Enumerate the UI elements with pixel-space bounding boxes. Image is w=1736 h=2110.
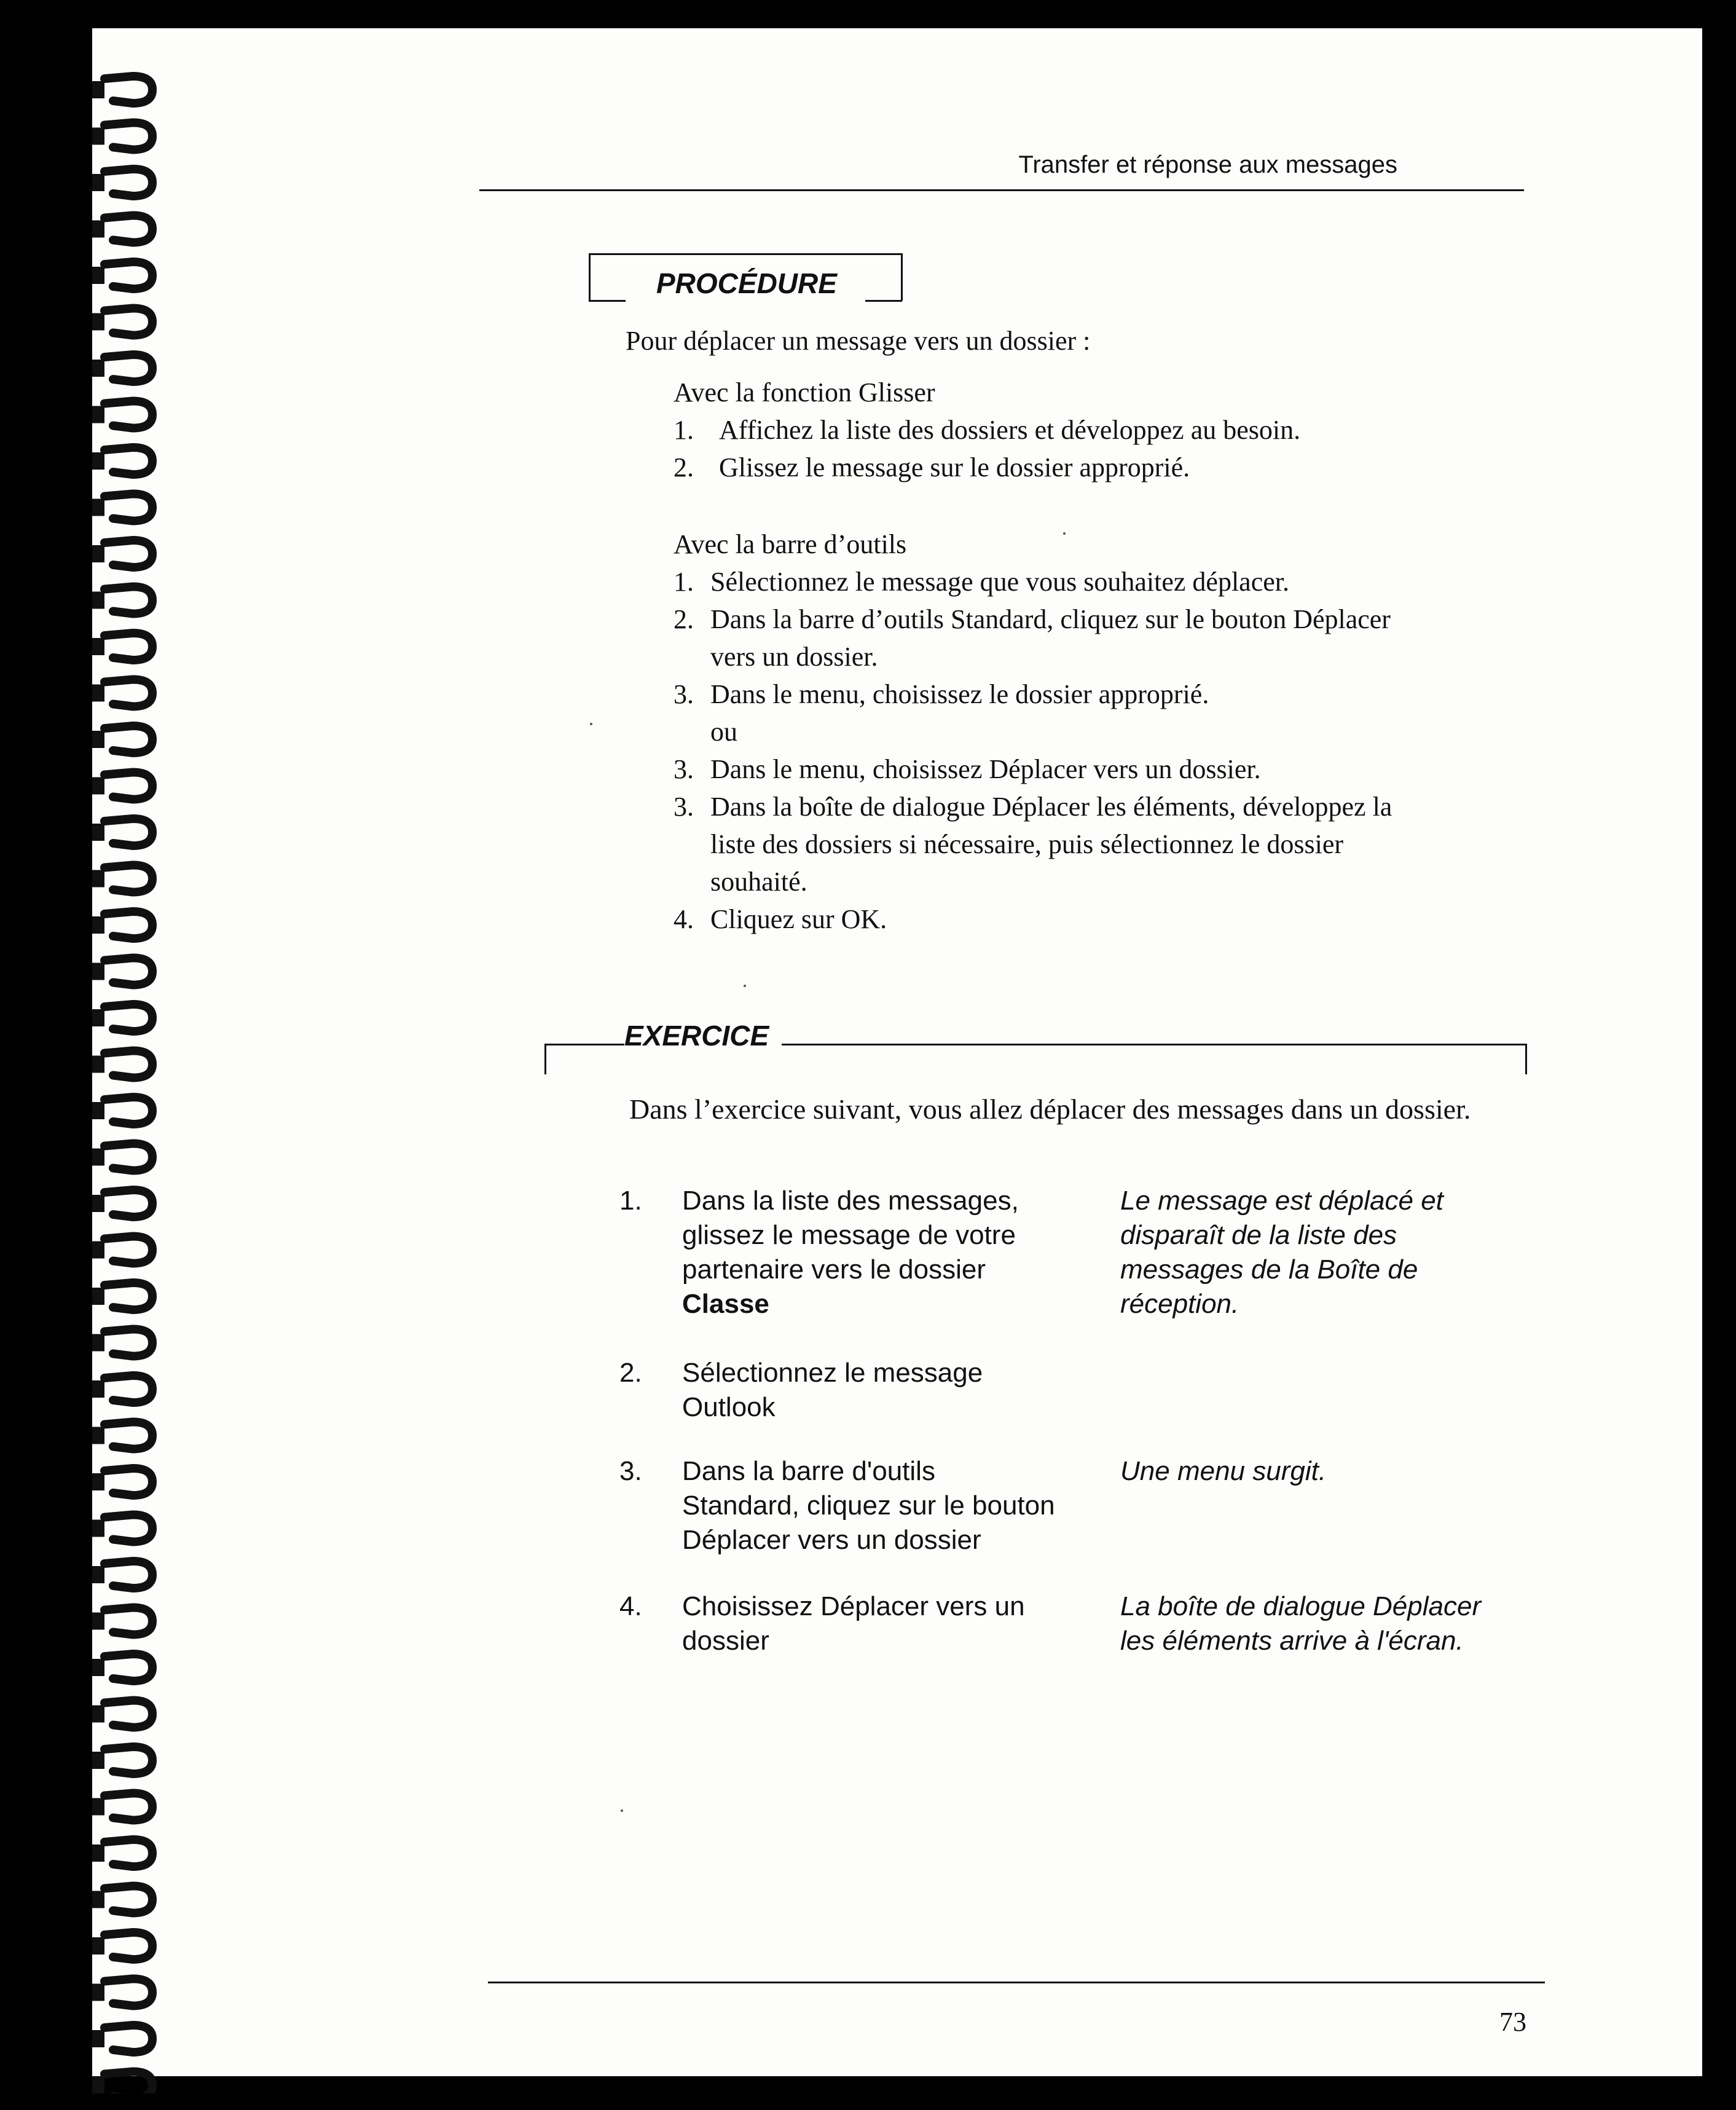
binding-coil — [92, 447, 152, 474]
binding-coil — [92, 1097, 152, 1124]
step-text-line: Dans la barre d’outils Standard, cliquez sur le bouton Déplacer — [710, 604, 1391, 634]
binding-coil — [92, 1468, 152, 1495]
binding-coil — [92, 1654, 152, 1681]
binding-coil — [92, 1329, 152, 1356]
step-text-line: Dans la boîte de dialogue Déplacer les éléments, développez la — [710, 792, 1392, 822]
binding-coil — [92, 911, 152, 939]
step-text-line: vers un dossier. — [710, 642, 878, 672]
procedure-frame-right — [901, 253, 903, 301]
step-number: 3. — [674, 754, 694, 784]
binding-coil — [92, 123, 152, 150]
exercise-step-number: 1. — [619, 1186, 642, 1216]
instruction-line: Choisissez Déplacer vers un — [682, 1591, 1025, 1621]
procedure-frame-left — [589, 253, 591, 301]
page-number: 73 — [1499, 2007, 1526, 2037]
binding-coil — [92, 2072, 152, 2094]
step-number: 4. — [674, 904, 694, 934]
binding-coil — [92, 587, 152, 614]
exercise-instruction — [682, 1184, 1112, 1321]
binding-coil — [92, 1051, 152, 1078]
binding-coil — [92, 1932, 152, 1959]
binding-coil — [92, 1608, 152, 1635]
scan-speck — [590, 723, 592, 725]
binding-coil — [92, 1561, 152, 1588]
exercise-result — [1120, 1454, 1550, 1489]
binding-coil — [92, 1144, 152, 1171]
toolbar-heading: Avec la barre d’outils — [674, 529, 907, 559]
binding-coil — [92, 1190, 152, 1217]
binding-coil — [92, 169, 152, 196]
step-number: 3. — [674, 792, 694, 822]
drag-heading: Avec la fonction Glisser — [674, 377, 935, 407]
binding-coil — [92, 1979, 152, 2006]
result-line: messages de la Boîte de — [1120, 1254, 1418, 1285]
binding-coil — [92, 773, 152, 800]
procedure-underline-right — [865, 300, 902, 302]
binding-coil — [92, 865, 152, 892]
exercise-instruction — [682, 1356, 1112, 1425]
binding-coil — [92, 309, 152, 336]
result-line: disparaît de la liste des — [1120, 1220, 1397, 1250]
procedure-underline-left — [589, 300, 626, 302]
procedure-title: PROCÉDURE — [656, 267, 837, 299]
binding-coil — [92, 680, 152, 707]
result-line: Le message est déplacé et — [1120, 1186, 1443, 1216]
result-line: Une menu surgit. — [1120, 1456, 1327, 1486]
running-head: Transfer et réponse aux messages — [1018, 151, 1397, 178]
header-rule — [479, 189, 1524, 191]
step-number: 2. — [674, 604, 694, 634]
binding-coil — [92, 262, 152, 289]
instruction-line: dossier — [682, 1626, 769, 1656]
instruction-line: Sélectionnez le message — [682, 1358, 983, 1388]
instruction-line: Dans la barre d'outils — [682, 1456, 935, 1486]
procedure-intro: Pour déplacer un message vers un dossier : — [626, 326, 1091, 356]
binding-coil — [92, 1840, 152, 1867]
step-text-line: Cliquez sur OK. — [710, 904, 887, 934]
procedure-frame-top — [589, 253, 901, 255]
exercise-step-number: 4. — [619, 1591, 642, 1621]
instruction-line: glissez le message de votre — [682, 1220, 1016, 1250]
step-text-line: Dans le menu, choisissez le dossier approprié. — [710, 679, 1209, 709]
scan-speck — [744, 985, 746, 987]
exercise-step-number: 3. — [619, 1456, 642, 1486]
step-text-line: liste des dossiers si nécessaire, puis sélectionnez le dossier — [710, 829, 1344, 859]
exercise-title: EXERCICE — [624, 1020, 769, 1052]
step-text-line: ou — [710, 717, 737, 747]
result-line: les éléments arrive à l'écran. — [1120, 1626, 1464, 1656]
book-page — [92, 28, 1702, 2076]
step-text-line: souhaité. — [710, 867, 807, 897]
step-number: 2. — [674, 452, 694, 482]
step-number: 1. — [674, 415, 694, 445]
binding-coil — [92, 540, 152, 567]
binding-coil — [92, 819, 152, 846]
exercise-step-number: 2. — [619, 1358, 642, 1388]
exercise-result — [1120, 1184, 1550, 1321]
exercise-frame-left — [544, 1044, 546, 1074]
exercise-frame-right — [1525, 1044, 1527, 1074]
exercise-instruction — [682, 1589, 1112, 1658]
binding-coil — [92, 2025, 152, 2052]
binding-coil — [92, 1886, 152, 1913]
instruction-line: Dans la liste des messages, — [682, 1186, 1019, 1216]
binding-coil — [92, 1237, 152, 1264]
instruction-line: partenaire vers le dossier — [682, 1254, 986, 1285]
binding-coil — [92, 494, 152, 521]
exercise-frame-top-right — [782, 1044, 1526, 1045]
binding-coil — [92, 726, 152, 753]
binding-coil — [92, 1515, 152, 1542]
binding-coil — [92, 1004, 152, 1031]
exercise-result — [1120, 1589, 1550, 1658]
step-text-line: Dans le menu, choisissez Déplacer vers un dossier. — [710, 754, 1261, 784]
scan-speck — [621, 1809, 623, 1812]
step-text-line: Affichez la liste des dossiers et développez au besoin. — [719, 415, 1301, 445]
instruction-folder-name: Classe — [682, 1289, 769, 1319]
step-number: 3. — [674, 679, 694, 709]
result-line: La boîte de dialogue Déplacer — [1120, 1591, 1482, 1621]
instruction-line: Standard, cliquez sur le bouton — [682, 1490, 1055, 1521]
binding-coil — [92, 1376, 152, 1403]
binding-coil — [92, 216, 152, 243]
exercise-frame-top-left — [544, 1044, 624, 1045]
footer-rule — [488, 1982, 1545, 1983]
spiral-binding — [92, 65, 246, 2093]
exercise-intro: Dans l’exercice suivant, vous allez déplacer des messages dans un dossier. — [629, 1093, 1471, 1125]
binding-coil — [92, 355, 152, 382]
scan-speck — [1063, 532, 1066, 535]
step-number: 1. — [674, 567, 694, 597]
binding-coil — [92, 1283, 152, 1310]
binding-coil — [92, 958, 152, 985]
result-line: réception. — [1120, 1289, 1239, 1319]
step-text-line: Sélectionnez le message que vous souhaitez déplacer. — [710, 567, 1289, 597]
binding-coil — [92, 633, 152, 660]
step-text-line: Glissez le message sur le dossier approprié. — [719, 452, 1190, 482]
binding-coil — [92, 1793, 152, 1821]
binding-coil — [92, 1701, 152, 1728]
instruction-line: Déplacer vers un dossier — [682, 1525, 981, 1555]
exercise-instruction — [682, 1454, 1112, 1557]
instruction-line: Outlook — [682, 1392, 776, 1422]
binding-coil — [92, 1422, 152, 1449]
binding-coil — [92, 401, 152, 428]
binding-coil — [92, 1747, 152, 1774]
binding-coil — [92, 76, 152, 103]
